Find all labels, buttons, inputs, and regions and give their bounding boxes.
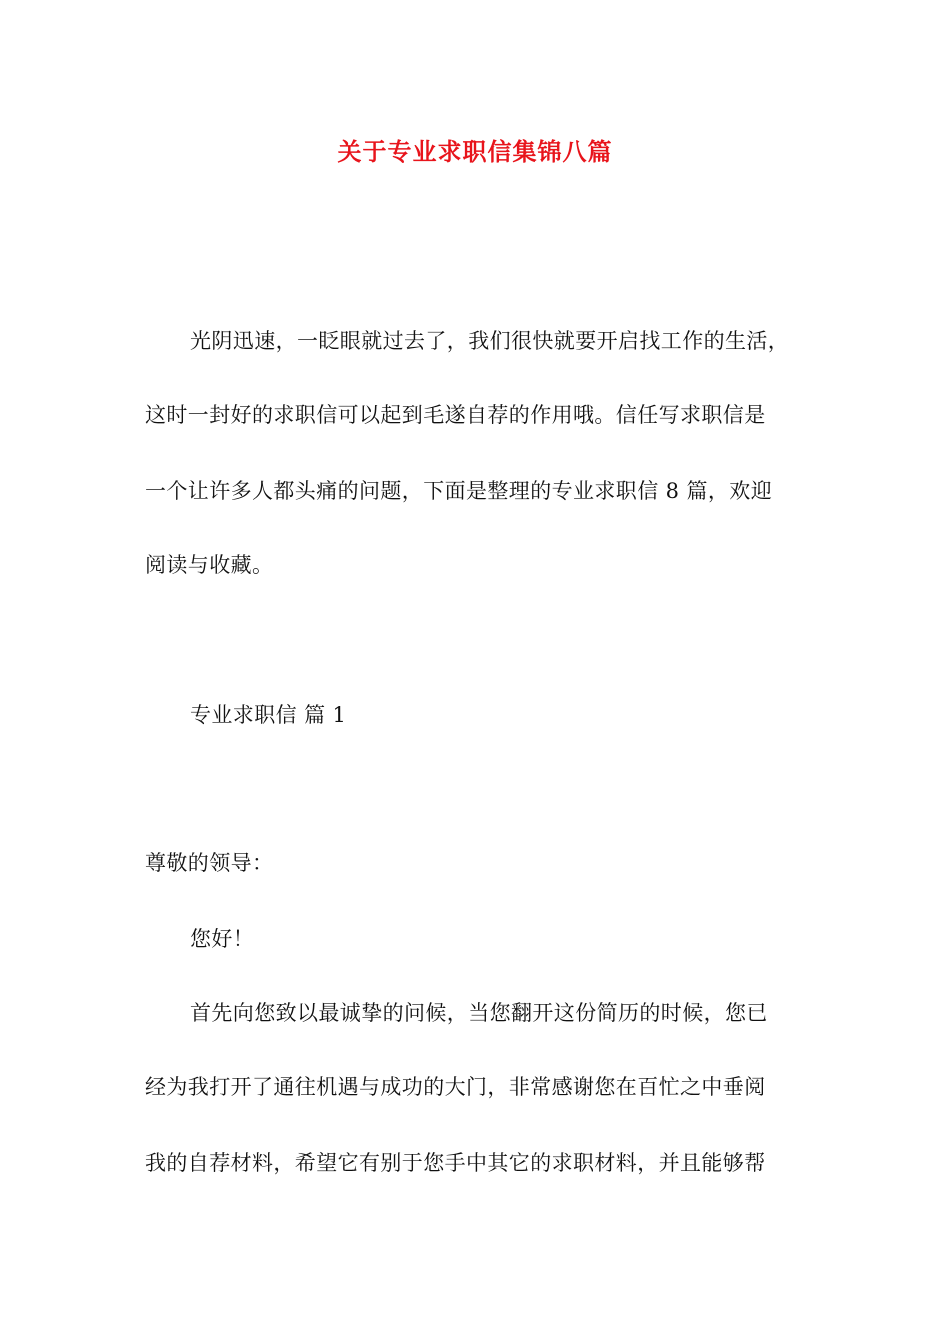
- document-title: 关于专业求职信集锦八篇: [337, 138, 613, 166]
- intro-line-3: 一个让许多人都头痛的问题，下面是整理的专业求职信 8 篇，欢迎: [145, 479, 773, 503]
- section-heading: 专业求职信 篇 1: [190, 703, 347, 727]
- intro-line-4: 阅读与收藏。: [145, 553, 274, 577]
- intro-line-2: 这时一封好的求职信可以起到毛遂自荐的作用哦。信任写求职信是: [145, 403, 766, 427]
- greeting: 您好！: [190, 927, 255, 951]
- body-line-3: 我的自荐材料，希望它有别于您手中其它的求职材料，并且能够帮: [145, 1151, 766, 1175]
- salutation: 尊敬的领导：: [145, 851, 274, 875]
- body-line-2: 经为我打开了通往机遇与成功的大门，非常感谢您在百忙之中垂阅: [145, 1075, 766, 1099]
- body-line-1: 首先向您致以最诚挚的问候，当您翻开这份简历的时候，您已: [190, 1001, 768, 1025]
- intro-line-1: 光阴迅速，一眨眼就过去了，我们很快就要开启找工作的生活，: [190, 329, 790, 353]
